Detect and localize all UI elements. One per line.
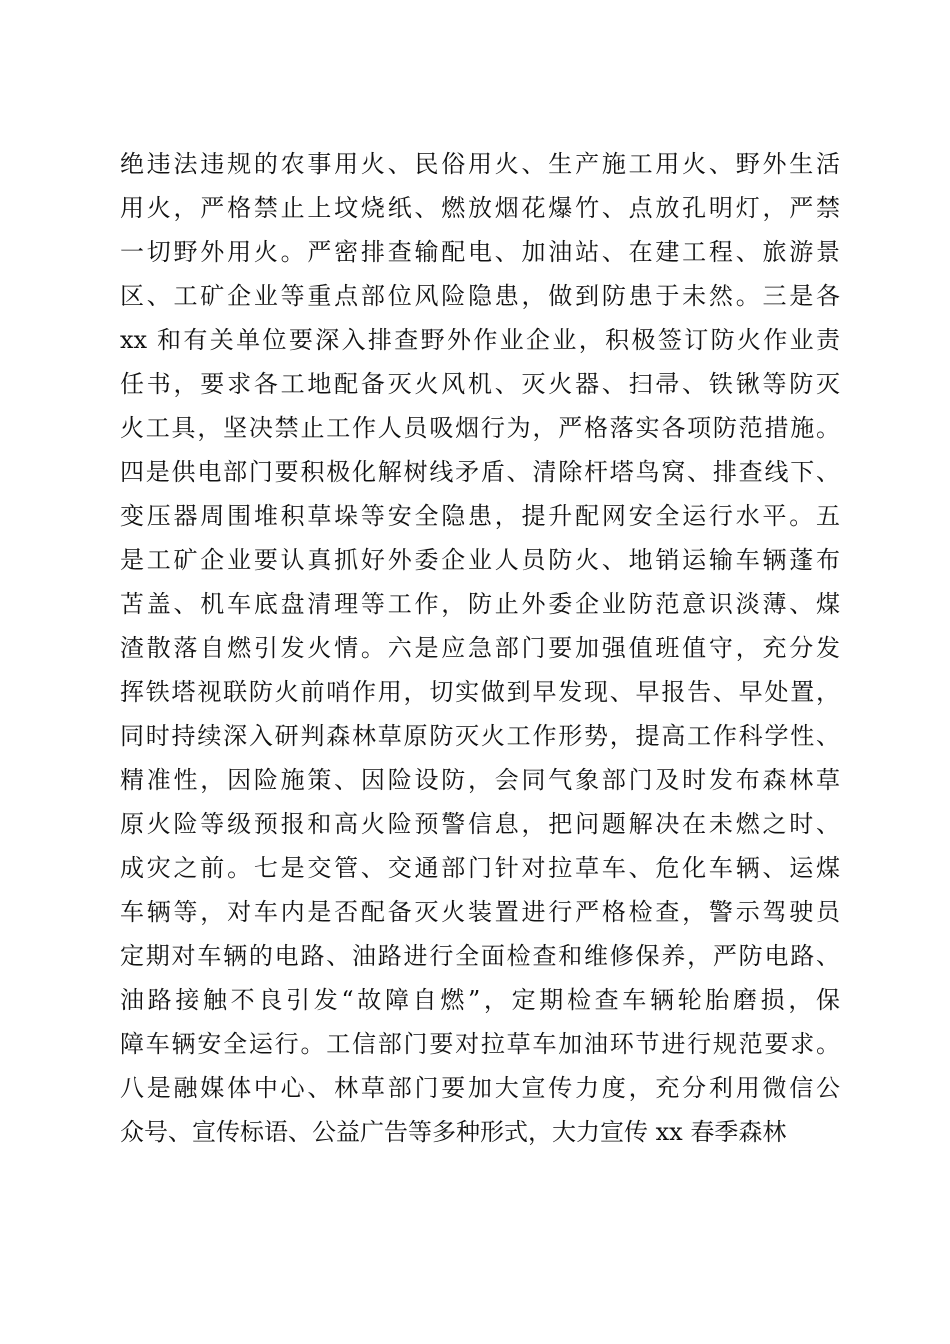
text-line: 用火，严格禁止上坟烧纸、燃放烟花爆竹、点放孔明灯，严禁 [120,194,840,222]
document-body [120,142,840,1154]
text-line: 绝违法违规的农事用火、民俗用火、生产施工用火、野外生活 [120,150,840,178]
text-line: 车辆等，对车内是否配备灭火装置进行严格检查，警示驾驶员 [120,898,840,926]
text-line: 原火险等级预报和高火险预警信息，把问题解决在未燃之时、 [120,810,840,838]
text-line: 油路接触不良引发“故障自燃”，定期检查车辆轮胎磨损，保 [120,986,840,1014]
text-line: 成灾之前。七是交管、交通部门针对拉草车、危化车辆、运煤 [120,854,840,882]
text-line: 精准性，因险施策、因险设防，会同气象部门及时发布森林草 [120,766,840,794]
text-line: 众号、宣传标语、公益广告等多种形式，大力宣传 xx 春季森林 [120,1118,787,1146]
text-line: 四是供电部门要积极化解树线矛盾、清除杆塔鸟窝、排查线下、 [120,458,840,486]
text-line: 变压器周围堆积草垛等安全隐患，提升配网安全运行水平。五 [120,502,840,530]
text-line: 障车辆安全运行。工信部门要对拉草车加油环节进行规范要求。 [120,1030,840,1058]
text-line: 苫盖、机车底盘清理等工作，防止外委企业防范意识淡薄、煤 [120,590,840,618]
text-line: 八是融媒体中心、林草部门要加大宣传力度，充分利用微信公 [120,1074,840,1102]
text-line: 任书，要求各工地配备灭火风机、灭火器、扫帚、铁锹等防灭 [120,370,840,398]
text-line: 渣散落自燃引发火情。六是应急部门要加强值班值守，充分发 [120,634,840,662]
text-line: 定期对车辆的电路、油路进行全面检查和维修保养，严防电路、 [120,942,840,970]
text-line: 火工具，坚决禁止工作人员吸烟行为，严格落实各项防范措施。 [120,414,840,442]
text-line: 挥铁塔视联防火前哨作用，切实做到早发现、早报告、早处置， [120,678,840,706]
text-line: 区、工矿企业等重点部位风险隐患，做到防患于未然。三是各 [120,282,840,310]
text-line: 同时持续深入研判森林草原防灭火工作形势，提高工作科学性、 [120,722,840,750]
text-line: xx 和有关单位要深入排查野外作业企业，积极签订防火作业责 [120,326,840,354]
text-line: 一切野外用火。严密排查输配电、加油站、在建工程、旅游景 [120,238,840,266]
text-line: 是工矿企业要认真抓好外委企业人员防火、地销运输车辆蓬布 [120,546,840,574]
